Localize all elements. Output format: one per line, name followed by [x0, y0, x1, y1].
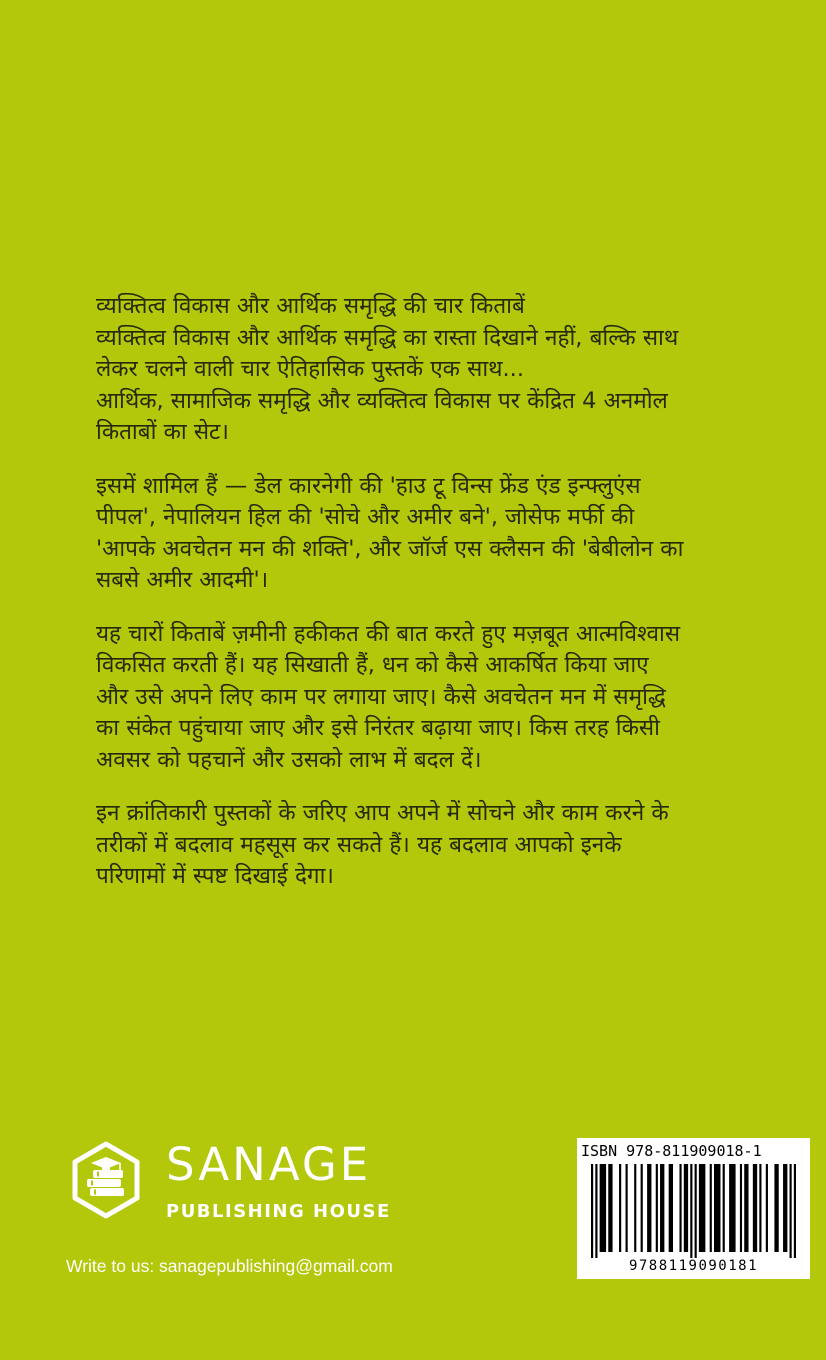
- barcode-bar: [595, 1164, 597, 1258]
- barcode-bar: [679, 1164, 681, 1252]
- blurb-line: यह चारों किताबें ज़मीनी हकीकत की बात करते हुए मज़बूत आत्मविश्वास: [96, 620, 681, 647]
- blurb-line: इसमें शामिल हैं — डेल कारनेगी की 'हाउ टू विन्स फ्रेंड एंड इन्फ्लुएंस: [96, 472, 641, 499]
- barcode-bar: [695, 1164, 697, 1258]
- blurb-line: पीपल', नेपालियन हिल की 'सोचे और अमीर बने', जोसेफ मर्फी की: [96, 504, 635, 530]
- isbn-label: ISBN 978-811909018-1: [581, 1142, 762, 1160]
- blurb-line: अवसर को पहचानें और उसको लाभ में बदल दें।: [96, 746, 482, 773]
- barcode-bar: [690, 1164, 692, 1258]
- barcode-bar: [699, 1164, 705, 1252]
- barcode-bar: [634, 1164, 636, 1252]
- barcode-bar: [656, 1164, 658, 1252]
- blurb-line: सबसे अमीर आदमी'।: [96, 567, 269, 593]
- blurb-line: आर्थिक, सामाजिक समृद्धि और व्यक्तित्व विकास पर केंद्रित 4 अनमोल: [96, 387, 668, 414]
- blurb-line: तरीकों में बदलाव महसूस कर सकते हैं। यह बदलाव आपको इनके: [96, 831, 622, 858]
- barcode-bar: [647, 1164, 651, 1252]
- blurb-paragraph-2: [96, 471, 772, 597]
- barcode: [591, 1164, 796, 1258]
- books-hexagon-icon: [66, 1140, 146, 1220]
- blurb-line: का संकेत पहुंचाया जाए और इसे निरंतर बढ़ाया जाए। किस तरह किसी: [96, 715, 660, 741]
- blurb-paragraph-3: [96, 619, 772, 777]
- barcode-bar: [600, 1164, 606, 1252]
- blurb-text: [96, 291, 772, 915]
- blurb-line: विकसित करती हैं। यह सिखाती हैं, धन को कैसे आकर्षित किया जाए: [96, 652, 649, 678]
- barcode-bar: [744, 1164, 748, 1252]
- barcode-bar: [710, 1164, 712, 1252]
- barcode-bar: [660, 1164, 664, 1252]
- blurb-line: किताबों का सेट।: [96, 419, 229, 445]
- barcode-bar: [794, 1164, 796, 1258]
- blurb-line: व्यक्तित्व विकास और आर्थिक समृद्धि की चार किताबें: [96, 293, 525, 319]
- blurb-paragraph-4: [96, 798, 772, 893]
- isbn-barcode-box: [577, 1138, 810, 1279]
- barcode-bar: [714, 1164, 720, 1252]
- barcode-digits: 9788119090181: [628, 1258, 759, 1274]
- barcode-bar: [766, 1164, 768, 1252]
- blurb-line: इन क्रांतिकारी पुस्तकों के जरिए आप अपने में सोचने और काम करने के: [96, 800, 669, 826]
- publisher-contact: Write to us: sanagepublishing@gmail.com: [66, 1256, 393, 1276]
- barcode-bar: [641, 1164, 643, 1252]
- barcode-bar: [753, 1164, 757, 1252]
- barcode-bar: [759, 1164, 761, 1252]
- barcode-bar: [740, 1164, 742, 1252]
- barcode-bar: [608, 1164, 612, 1252]
- blurb-line: परिणामों में स्पष्ट दिखाई देगा।: [96, 863, 334, 889]
- barcode-bar: [619, 1164, 621, 1252]
- blurb-paragraph-1: [96, 291, 772, 449]
- barcode-bar: [729, 1164, 735, 1252]
- barcode-bar: [790, 1164, 792, 1258]
- publisher-subtitle: PUBLISHING HOUSE: [166, 1201, 391, 1222]
- barcode-bar: [774, 1164, 778, 1252]
- blurb-line: 'आपके अवचेतन मन की शक्ति', और जॉर्ज एस क्लैसन की 'बेबीलोन का: [96, 535, 684, 562]
- blurb-line: लेकर चलने वाली चार ऐतिहासिक पुस्तकें एक साथ...: [96, 356, 524, 382]
- barcode-bar: [783, 1164, 787, 1252]
- publisher-name: SANAGE: [166, 1138, 372, 1191]
- barcode-bar: [591, 1164, 593, 1258]
- barcode-bar: [626, 1164, 628, 1252]
- blurb-line: और उसे अपने लिए काम पर लगाया जाए। कैसे अवचेतन मन में समृद्धि: [96, 683, 666, 710]
- barcode-bar: [669, 1164, 673, 1252]
- barcode-bar: [684, 1164, 688, 1252]
- barcode-bar: [723, 1164, 725, 1252]
- blurb-line: व्यक्तित्व विकास और आर्थिक समृद्धि का रास्ता दिखाने नहीं, बल्कि साथ: [96, 324, 679, 351]
